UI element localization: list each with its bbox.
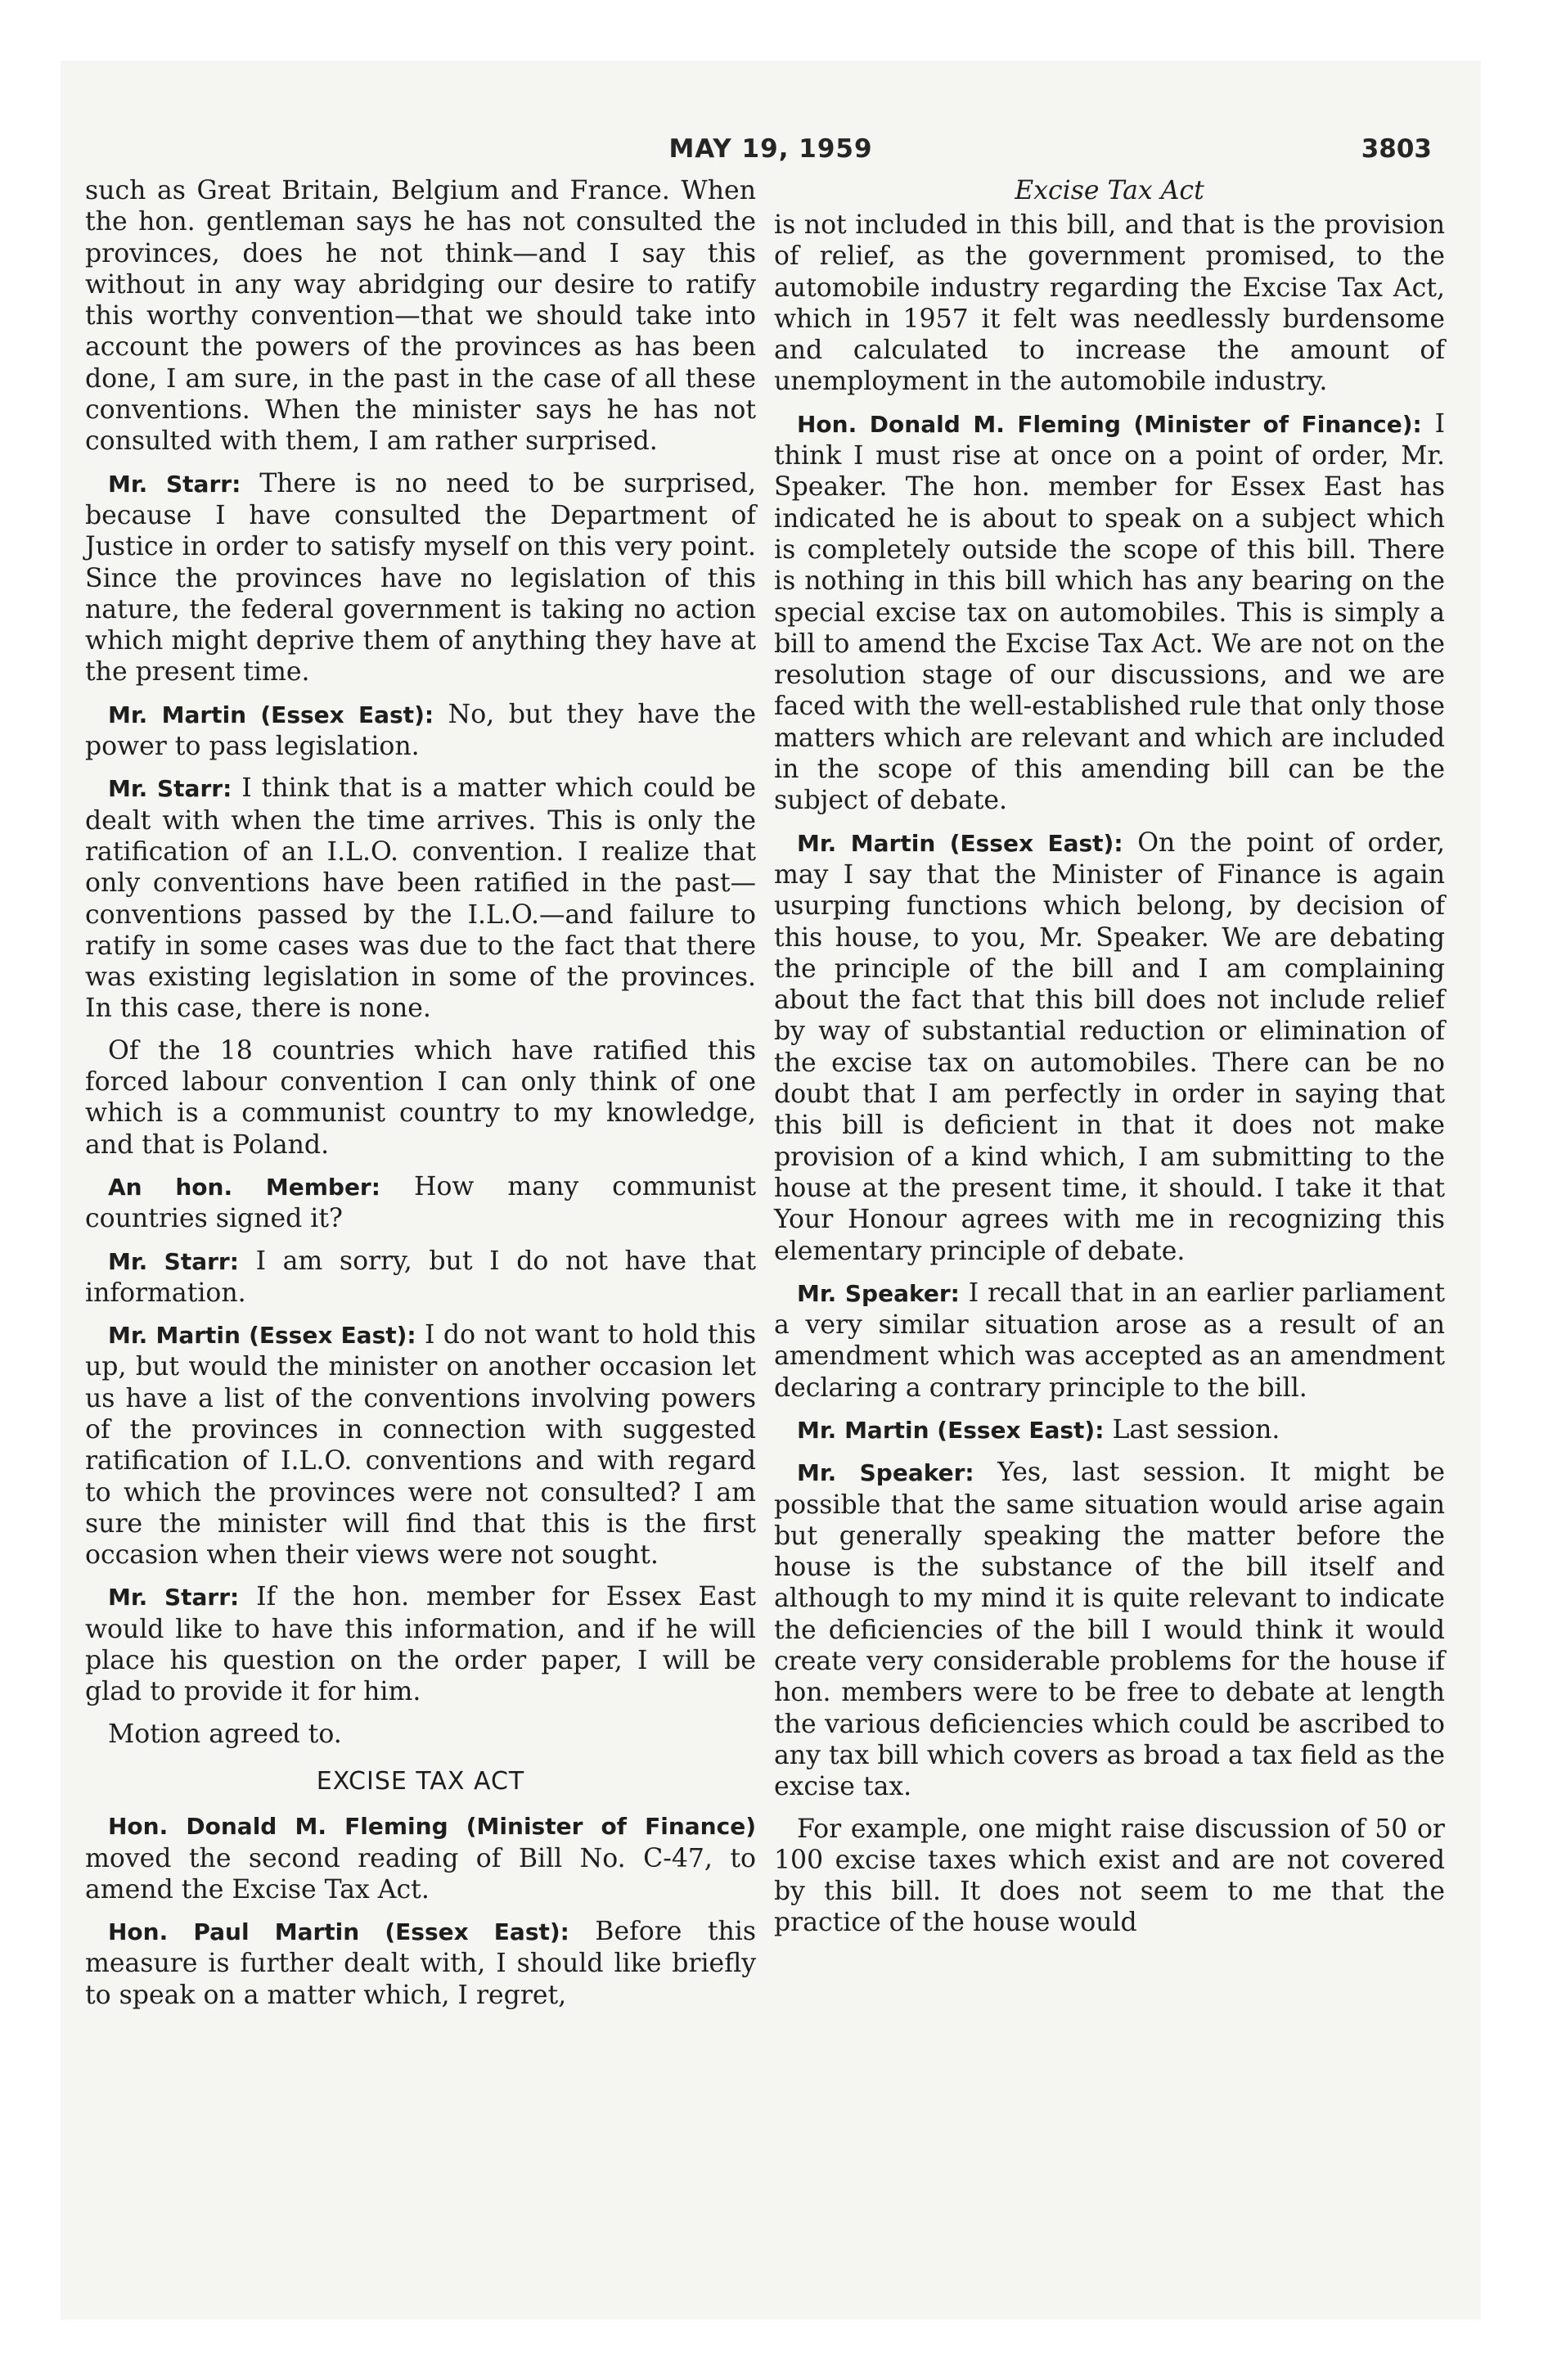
speech (774, 1457, 1445, 1802)
speaker-name: Mr. Speaker: (797, 1279, 960, 1307)
right-column (774, 175, 1445, 1950)
speech (85, 1246, 756, 1309)
speech (85, 1810, 756, 1905)
speech (85, 1171, 756, 1235)
section-heading: EXCISE TAX ACT (316, 1766, 525, 1796)
speaker-name: Hon. Donald M. Fleming (Minister of Finance) (108, 1813, 756, 1841)
hansard-page (61, 61, 1481, 2319)
speech-text: moved the second reading of Bill No. C-47, to amend the Excise Tax Act. (85, 1843, 756, 1904)
speech-text: I think that is a matter which could be dealt with when the time arrives. This is only the ratification of an I.L.O. convention. I realize that only conventions have been ratified in the past—conventions passed by the I.L.O.—and failure to ratify in some cases was due to the fact that there was existing legislation in some of the provinces. In this case, there is none. (85, 773, 757, 1024)
speech-text: I am sorry, but I do not have that information. (85, 1246, 756, 1308)
speech (85, 1916, 756, 2011)
page-header (61, 134, 1481, 175)
speech (85, 1319, 756, 1571)
speech-text: Yes, last session. It might be possible that the same situation would arise again but generally speaking the matter before the house is the substance of the bill itself and although to my mind it is quite relevant to indicate the deficiencies of the bill I would think it would create very considerable problems for the house if hon. members were to be free to debate at length the various deficiencies which could be ascribed to any tax bill which covers as broad a tax field as the excise tax. (774, 1458, 1446, 1802)
paragraph-text: For example, one might raise discussion of 50 or 100 excise taxes which exist and are not covered by this bill. It does not seem to me that the practice of the house would (774, 1814, 1445, 1938)
speech-text: I do not want to hold this up, but would the minister on another occasion let us have a list of the conventions involving powers of the provinces in connection with suggested ratification of I.L.O. conventions and with regard to which the provinces were not consulted? I am sure the minister will find that this is the first occasion when their views were not sought. (85, 1320, 756, 1571)
left-column (85, 175, 756, 2022)
paragraph (774, 210, 1445, 398)
speaker-name: Mr. Starr: (108, 1584, 240, 1611)
speaker-name: Mr. Starr: (108, 470, 241, 498)
page-date: MAY 19, 1959 (668, 134, 873, 164)
speech-text: On the point of order, may I say that the Minister of Finance is again usurping functions which belong, by decision of this house, to you, Mr. Speaker. We are debating the principle of the bill and I am complaining about the fact that this bill does not include relief by way of substantial reduction or elimination of the excise tax on automobiles. There can be no doubt that I am perfectly in order in saying that this bill is deficient in that it does not make provision of a kind which, I am submitting to the house at the present time, it should. I take it that Your Honour agrees with me in recognizing this elementary principle of debate. (774, 827, 1445, 1266)
speech (85, 699, 756, 763)
speaker-name: An hon. Member: (108, 1173, 380, 1201)
speech-text: There is no need to be surprised, because I have consulted the Department of Justice in order to satisfy myself on this very point. Since the provinces have no legislation of this nature, the federal government is taking no action which might deprive them of anything they have at the present time. (85, 468, 756, 687)
paragraph-text: Motion agreed to. (108, 1719, 342, 1749)
speech (774, 827, 1445, 1267)
speech (774, 1278, 1445, 1404)
paragraph-text: such as Great Britain, Belgium and France. When the hon. gentleman says he has not consulted the provinces, does he not think—and I say this without in any way abridging our desire to ratify this worthy convention—that we should take into account the powers of the provinces as has been done, I am sure, in the past in the case of all these conventions. When the minister says he has not consulted with them, I am rather surprised. (85, 176, 756, 457)
speaker-name: Mr. Martin (Essex East): (797, 829, 1123, 857)
speaker-name: Hon. Paul Martin (Essex East): (108, 1918, 569, 1946)
speaker-name: Mr. Martin (Essex East): (108, 701, 434, 728)
speech (774, 1414, 1445, 1446)
speech (85, 468, 756, 688)
speech-text: Before this measure is further dealt with, I should like briefly to speak on a matter which, I regret, (85, 1917, 757, 2010)
speaker-name: Mr. Martin (Essex East): (797, 1416, 1105, 1444)
speech (85, 773, 756, 1024)
speech-text: Last session. (1112, 1414, 1280, 1445)
paragraph (85, 175, 756, 458)
page-number: 3803 (1361, 134, 1432, 164)
speaker-name: Mr. Speaker: (797, 1459, 974, 1487)
speech-text: If the hon. member for Essex East would like to have this information, and if he will place his question on the order paper, I will be glad to provide it for him. (85, 1582, 757, 1707)
speech-text: I recall that in an earlier parliament a very similar situation arose as a result of an amendment which was accepted as an amendment declaring a contrary principle to the bill. (774, 1278, 1445, 1403)
speaker-name: Mr. Starr: (108, 1247, 239, 1275)
speaker-name: Mr. Starr: (108, 775, 232, 803)
paragraph (85, 1035, 756, 1161)
speaker-name: Mr. Martin (Essex East): (108, 1322, 416, 1350)
speech-text: I think I must rise at once on a point of order, Mr. Speaker. The hon. member for Essex East has indicated he is about to speak on a subject which is completely outside the scope of this bill. There is nothing in this bill which has any bearing on the special excise tax on automobiles. This is simply a bill to amend the Excise Tax Act. We are not on the resolution stage of our discussions, and we are faced with the well-established rule that only those matters which are relevant and which are included in the scope of this amending bill can be the subject of debate. (774, 408, 1446, 816)
speech (85, 1581, 756, 1707)
paragraph (774, 1814, 1445, 1939)
speaker-name: Hon. Donald M. Fleming (Minister of Finance): (797, 410, 1422, 438)
paragraph-text: is not included in this bill, and that is the provision of relief, as the government promised, to the automobile industry regarding the Excise Tax Act, which in 1957 it felt was needlessly burdensome and calculated to increase the amount of unemployment in the automobile industry. (774, 210, 1445, 397)
paragraph-text: Of the 18 countries which have ratified this forced labour convention I can only think of one which is a communist country to my knowledge, and that is Poland. (85, 1035, 756, 1160)
paragraph (85, 1719, 756, 1750)
speech-text: No, but they have the power to pass legislation. (85, 699, 756, 762)
speech (774, 408, 1445, 817)
speech-text: How many communist countries signed it? (85, 1171, 756, 1234)
running-head: Excise Tax Act (1015, 176, 1204, 205)
